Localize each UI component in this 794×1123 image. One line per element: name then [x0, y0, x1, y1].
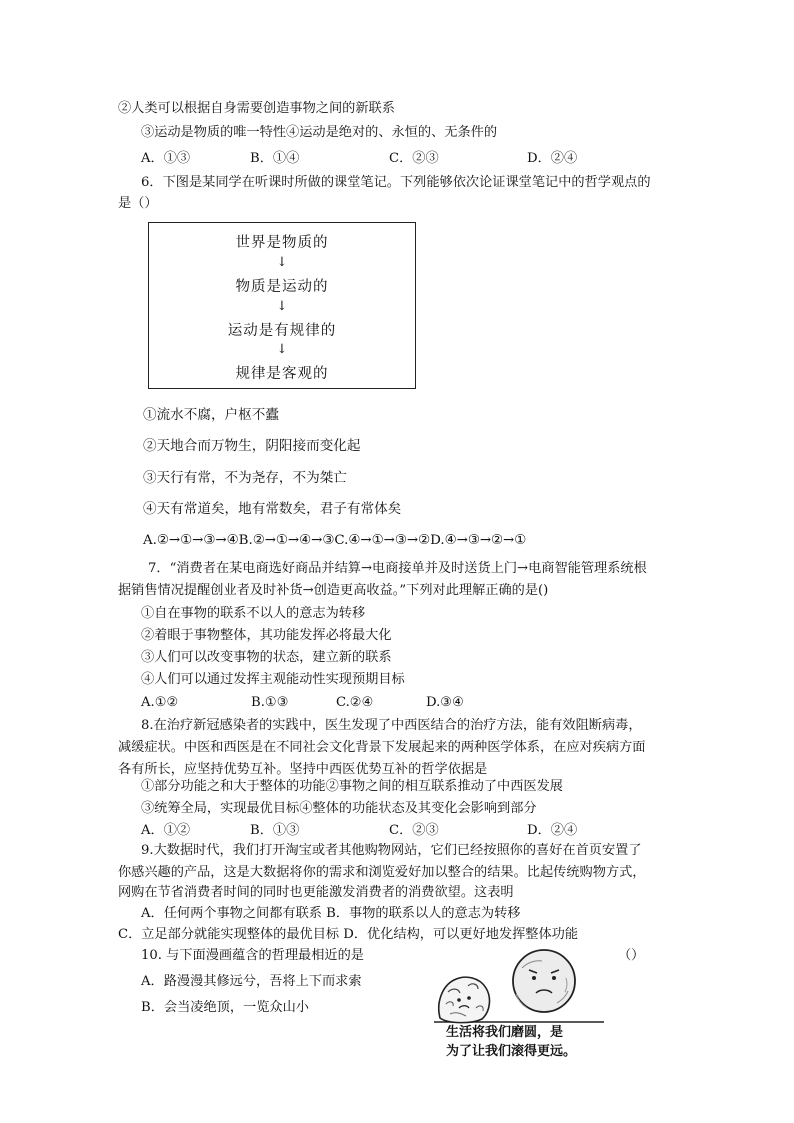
- note-line-3: 运动是有规律的: [227, 323, 337, 339]
- q6-statement-4: ④天有常道矣，地有常数矣，君子有常体矣: [143, 501, 402, 517]
- round-stone-character: [513, 950, 575, 1012]
- q7-option-d: D.③④: [426, 695, 464, 710]
- q6-stem-line2: 是（）: [118, 196, 158, 211]
- q8-option-a: A．①②: [141, 823, 191, 838]
- q5-option-c: C．②③: [389, 151, 439, 166]
- rough-rock-character: [439, 977, 490, 1022]
- q8-option-c: C．②③: [389, 823, 439, 838]
- q7-statement-4: ④人们可以通过发挥主观能动性实现预期目标: [141, 672, 405, 687]
- q8-option-b: B．①③: [250, 823, 300, 838]
- down-arrow-icon: ↓: [276, 299, 288, 314]
- q8-option-d: D．②④: [527, 823, 578, 838]
- q7-option-b: B.①③: [251, 695, 289, 710]
- q5-option-d: D．②④: [527, 151, 578, 166]
- q9-stem-line3: 网购在节省消费者时间的同时也更能激发消费者的消费欲望。这表明: [118, 885, 514, 900]
- q8-statement-1-2: ①部分功能之和大于整体的功能②事物之间的相互联系推动了中西医发展: [141, 779, 563, 794]
- q9-options-c-d: C．立足部分就能实现整体的最优目标 D．优化结构，可以更好地发挥整体功能: [118, 927, 579, 942]
- down-arrow-icon: ↓: [276, 255, 288, 270]
- q6-statement-2: ②天地合而万物生，阴阳接而变化起: [143, 438, 361, 454]
- q9-stem-line1: 9.大数据时代，我们打开淘宝或者其他购物网站，它们已经按照你的喜好在首页安置了: [141, 843, 642, 858]
- q7-statement-3: ③人们可以改变事物的状态，建立新的联系: [141, 650, 392, 665]
- note-line-1: 世界是物质的: [235, 235, 329, 251]
- q7-statement-2: ②着眼于事物整体，其功能发挥必将最大化: [141, 628, 392, 643]
- q7-option-c: C.②④: [336, 695, 374, 710]
- q9-options-a-b: A．任何两个事物之间都有联系 B．事物的联系以人的意志为转移: [141, 906, 521, 921]
- class-notes-box: [148, 222, 416, 389]
- q6-stem-line1: 6．下图是某同学在听课时所做的课堂笔记。下列能够依次论证课堂笔记中的哲学观点的: [141, 175, 651, 190]
- q6-options: A.②→①→③→④B.②→①→④→③C.④→①→③→②D.④→③→②→①: [143, 533, 527, 548]
- down-arrow-icon: ↓: [276, 342, 288, 357]
- q5-option-b: B．①④: [250, 151, 300, 166]
- q6-statement-3: ③天行有常，不为尧存，不为桀亡: [143, 470, 347, 486]
- q7-statement-1: ①自在事物的联系不以人的意志为转移: [141, 606, 366, 621]
- cartoon-caption-line2: 为了让我们滚得更远。: [446, 1044, 577, 1059]
- note-line-2: 物质是运动的: [235, 279, 329, 295]
- cartoon-caption-line1: 生活将我们磨圆，是: [446, 1025, 564, 1040]
- q10-option-b: B．会当凌绝顶，一览众山小: [141, 1000, 309, 1015]
- note-line-4: 规律是客观的: [235, 366, 329, 382]
- q6-statement-1: ①流水不腐，户枢不蠹: [143, 407, 279, 423]
- q5-statement-3-4: ③运动是物质的唯一特性④运动是绝对的、永恒的、无条件的: [141, 125, 498, 140]
- q7-option-a: A.①②: [141, 695, 179, 710]
- q8-statement-3-4: ③统筹全局，实现最优目标④整体的功能状态及其变化会影响到部分: [141, 801, 537, 816]
- q5-option-a: A．①③: [141, 151, 191, 166]
- q5-statement-2: ②人类可以根据自身需要创造事物之间的新联系: [118, 101, 395, 116]
- q10-option-a: A．路漫漫其修远兮，吾将上下而求索: [141, 974, 362, 989]
- q7-stem-line1: 7．“消费者在某电商选好商品并结算→电商接单并及时送货上门→电商智能管理系统根: [148, 561, 647, 576]
- q8-stem-line1: 8.在治疗新冠感染者的实践中，医生发现了中西医结合的治疗方法，能有效阻断病毒，: [141, 718, 642, 733]
- q7-stem-line2: 据销售情况提醒创业者及时补货→创造更高收益。”下列对此理解正确的是(): [118, 583, 549, 598]
- q10-answer-paren: （）: [618, 948, 645, 963]
- q8-stem-line3: 各有所长，应坚持优势互补。坚持中西医优势互补的哲学依据是: [118, 762, 488, 777]
- q8-stem-line2: 减缓症状。中医和西医是在不同社会文化背景下发展起来的两种医学体系，在应对疾病方面: [118, 740, 646, 755]
- q10-stem: 10. 与下面漫画蕴含的哲理最相近的是: [141, 948, 364, 963]
- q9-stem-line2: 你感兴趣的产品，这是大数据将你的需求和浏览爱好加以整合的结果。比起传统购物方式，: [118, 865, 646, 880]
